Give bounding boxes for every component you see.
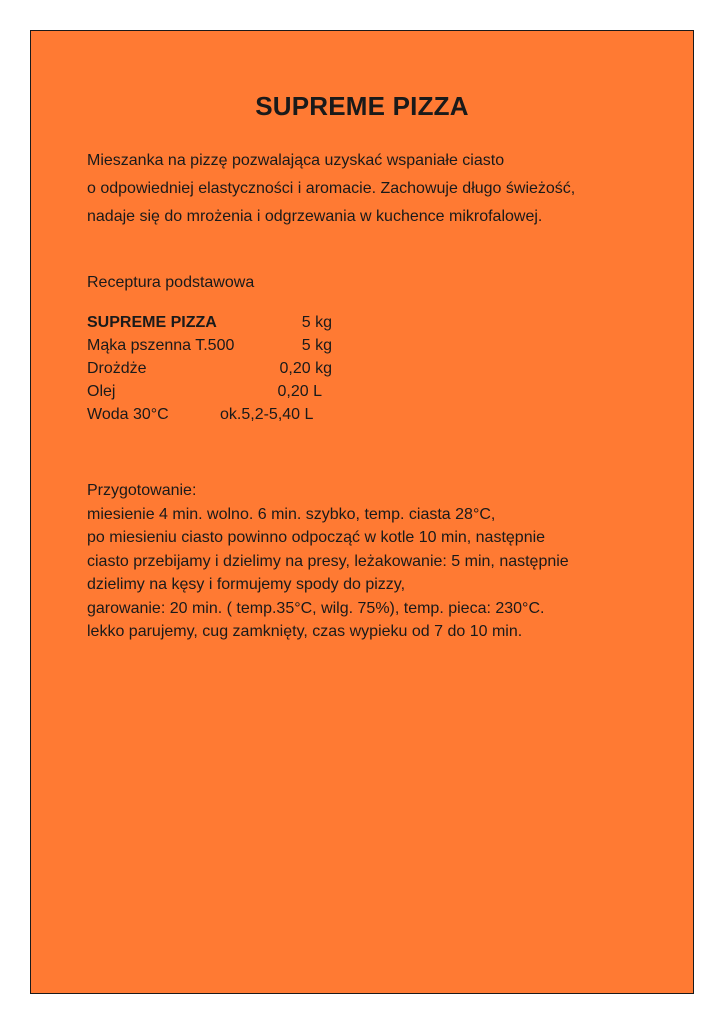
ingredient-row — [87, 357, 387, 380]
ingredient-name: Woda 30°C — [87, 406, 169, 423]
ingredient-amount: 0,20 kg — [279, 360, 332, 377]
ingredient-row — [87, 334, 387, 357]
ingredient-amount: ok.5,2-5,40 L — [220, 406, 314, 423]
intro-line: nadaje się do mrożenia i odgrzewania w kuchence mikrofalowej. — [87, 208, 543, 225]
ingredient-name: Olej — [87, 383, 116, 400]
recipe-heading: Receptura podstawowa — [87, 274, 255, 291]
intro-line: Mieszanka na pizzę pozwalająca uzyskać wspaniałe ciasto — [87, 152, 505, 169]
intro-paragraph — [87, 147, 677, 231]
ingredient-row — [87, 311, 387, 334]
ingredient-name: Drożdże — [87, 360, 147, 377]
ingredient-name: Mąka pszenna T.500 — [87, 337, 235, 354]
preparation-heading: Przygotowanie: — [87, 482, 197, 499]
recipe-sheet — [30, 30, 694, 994]
preparation-line: ciasto przebijamy i dzielimy na presy, leżakowanie: 5 min, następnie — [87, 552, 569, 570]
preparation-line: lekko parujemy, cug zamknięty, czas wypieku od 7 do 10 min. — [87, 623, 523, 640]
preparation-line: po miesieniu ciasto powinno odpocząć w kotle 10 min, następnie — [87, 529, 546, 546]
ingredient-row — [87, 403, 387, 426]
ingredient-amount: 0,20 L — [277, 383, 322, 400]
preparation-section — [87, 479, 677, 644]
document-title: SUPREME PIZZA — [255, 91, 469, 121]
preparation-line: miesienie 4 min. wolno. 6 min. szybko, temp. ciasta 28°C, — [87, 505, 496, 523]
ingredient-amount: 5 kg — [301, 337, 332, 354]
ingredient-name: SUPREME PIZZA — [87, 314, 217, 331]
intro-line: o odpowiedniej elastyczności i aromacie. Zachowuje długo świeżość, — [87, 180, 576, 197]
ingredients-list — [87, 311, 387, 426]
ingredient-amount: 5 kg — [301, 314, 332, 331]
preparation-line: garowanie: 20 min. ( temp.35°C, wilg. 75%), temp. pieca: 230°C. — [87, 599, 545, 617]
preparation-line: dzielimy na kęsy i formujemy spody do pizzy, — [87, 576, 406, 593]
ingredient-row — [87, 380, 387, 403]
